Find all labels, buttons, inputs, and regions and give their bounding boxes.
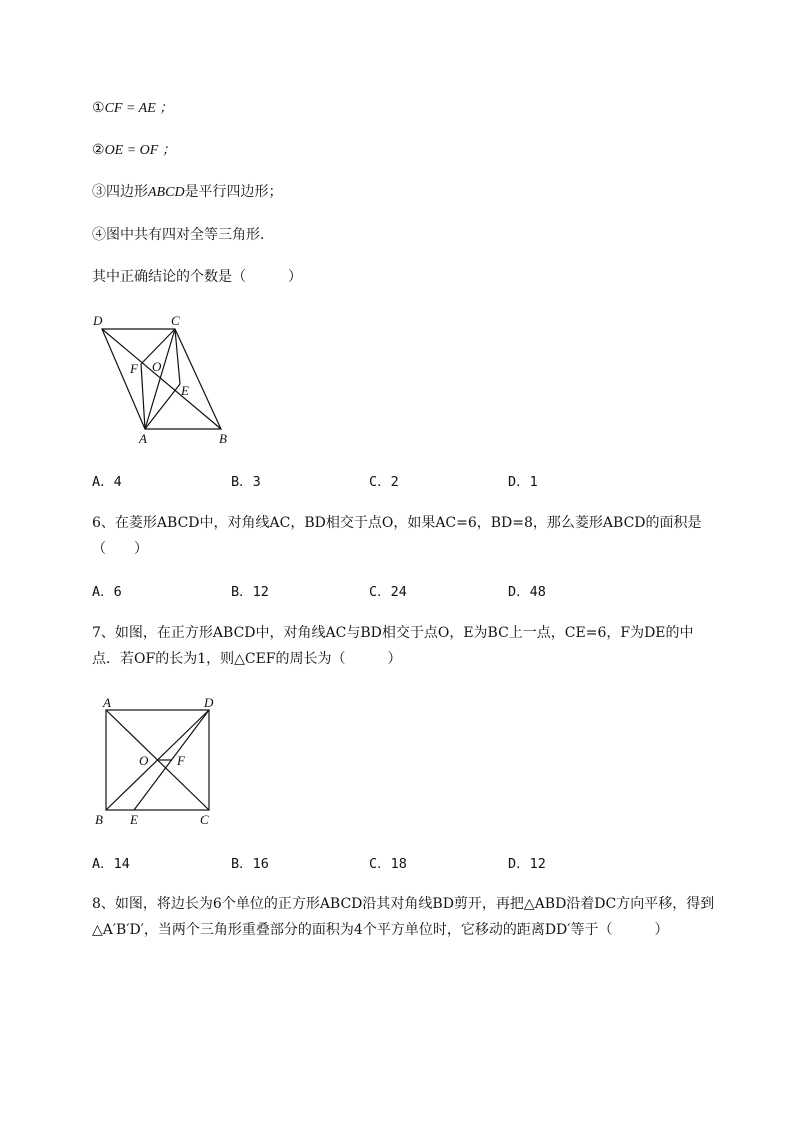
q8-line-1: 8、如图，将边长为6个单位的正方形ABCD沿其对角线BD剪开，再把△ABD沿着DC方向平移，得到 bbox=[92, 896, 715, 912]
statement-2-text: OE = OF ； bbox=[104, 143, 176, 158]
statement-1-text: CF = AE ； bbox=[104, 101, 174, 116]
label-A: A bbox=[139, 431, 147, 446]
label-O: O bbox=[139, 753, 149, 768]
q6-option-a[interactable]: A．6 bbox=[92, 584, 122, 600]
q6-option-c[interactable]: C．24 bbox=[369, 584, 407, 600]
q7-line-1: 7、如图，在正方形ABCD中，对角线AC与BD相交于点O，E为BC上一点，CE=6，F为DE的中 bbox=[92, 625, 694, 641]
q5-option-a[interactable]: A．4 bbox=[92, 474, 122, 490]
label-D: D bbox=[204, 695, 214, 710]
q6-line-2: （ ） bbox=[92, 541, 148, 557]
label-C: C bbox=[200, 812, 209, 827]
q5-option-b[interactable]: B．3 bbox=[231, 474, 261, 490]
statement-4-mark: ④ bbox=[92, 227, 106, 243]
statement-4 bbox=[92, 225, 274, 245]
q6-option-b[interactable]: B．12 bbox=[231, 584, 269, 600]
statement-3-pre: 四边形 bbox=[106, 184, 148, 200]
q6-question bbox=[92, 510, 752, 562]
diagonal-bd bbox=[102, 329, 221, 429]
q7-option-c[interactable]: C．18 bbox=[369, 856, 407, 872]
q5-option-d[interactable]: D．1 bbox=[508, 474, 538, 490]
q7-option-a[interactable]: A．14 bbox=[92, 856, 130, 872]
q7-option-b[interactable]: B．16 bbox=[231, 856, 269, 872]
label-A: A bbox=[103, 695, 111, 710]
q5-option-c[interactable]: C．2 bbox=[369, 474, 399, 490]
label-F: F bbox=[177, 753, 185, 768]
q7-line-2: 点．若OF的长为1，则△CEF的周长为（ ） bbox=[92, 651, 402, 667]
statement-1 bbox=[92, 98, 173, 119]
label-D: D bbox=[93, 313, 103, 328]
q8-line-2: △A′B′D′，当两个三角形重叠部分的面积为4个平方单位时，它移动的距离DD′等于（ ） bbox=[92, 922, 669, 938]
label-B: B bbox=[95, 812, 103, 827]
segment-ae bbox=[145, 384, 180, 429]
segment-af bbox=[141, 364, 145, 429]
q6-option-d[interactable]: D．48 bbox=[508, 584, 546, 600]
statement-1-mark: ① bbox=[92, 100, 105, 116]
statement-3-mark: ③ bbox=[92, 184, 106, 200]
label-B: B bbox=[219, 431, 227, 446]
statement-3 bbox=[92, 182, 283, 203]
statement-3-it: ABCD bbox=[148, 185, 185, 200]
q5-question: 其中正确结论的个数是（ ） bbox=[92, 269, 302, 285]
q5-figure bbox=[88, 312, 238, 452]
q8-question bbox=[92, 891, 752, 943]
label-O: O bbox=[152, 359, 162, 374]
q6-line-1: 6、在菱形ABCD中，对角线AC，BD相交于点O，如果AC=6，BD=8，那么菱形ABCD的面积是 bbox=[92, 515, 702, 531]
label-F: F bbox=[130, 361, 138, 376]
q7-option-d[interactable]: D．12 bbox=[508, 856, 546, 872]
q7-question bbox=[92, 620, 752, 672]
statement-3-post: 是平行四边形； bbox=[184, 184, 283, 200]
label-E: E bbox=[130, 812, 138, 827]
statement-4-text: 图中共有四对全等三角形． bbox=[106, 227, 274, 243]
label-E: E bbox=[181, 383, 189, 398]
label-C: C bbox=[171, 313, 180, 328]
statement-2-mark: ② bbox=[92, 142, 105, 158]
q7-figure bbox=[90, 693, 225, 830]
statement-2 bbox=[92, 140, 176, 161]
